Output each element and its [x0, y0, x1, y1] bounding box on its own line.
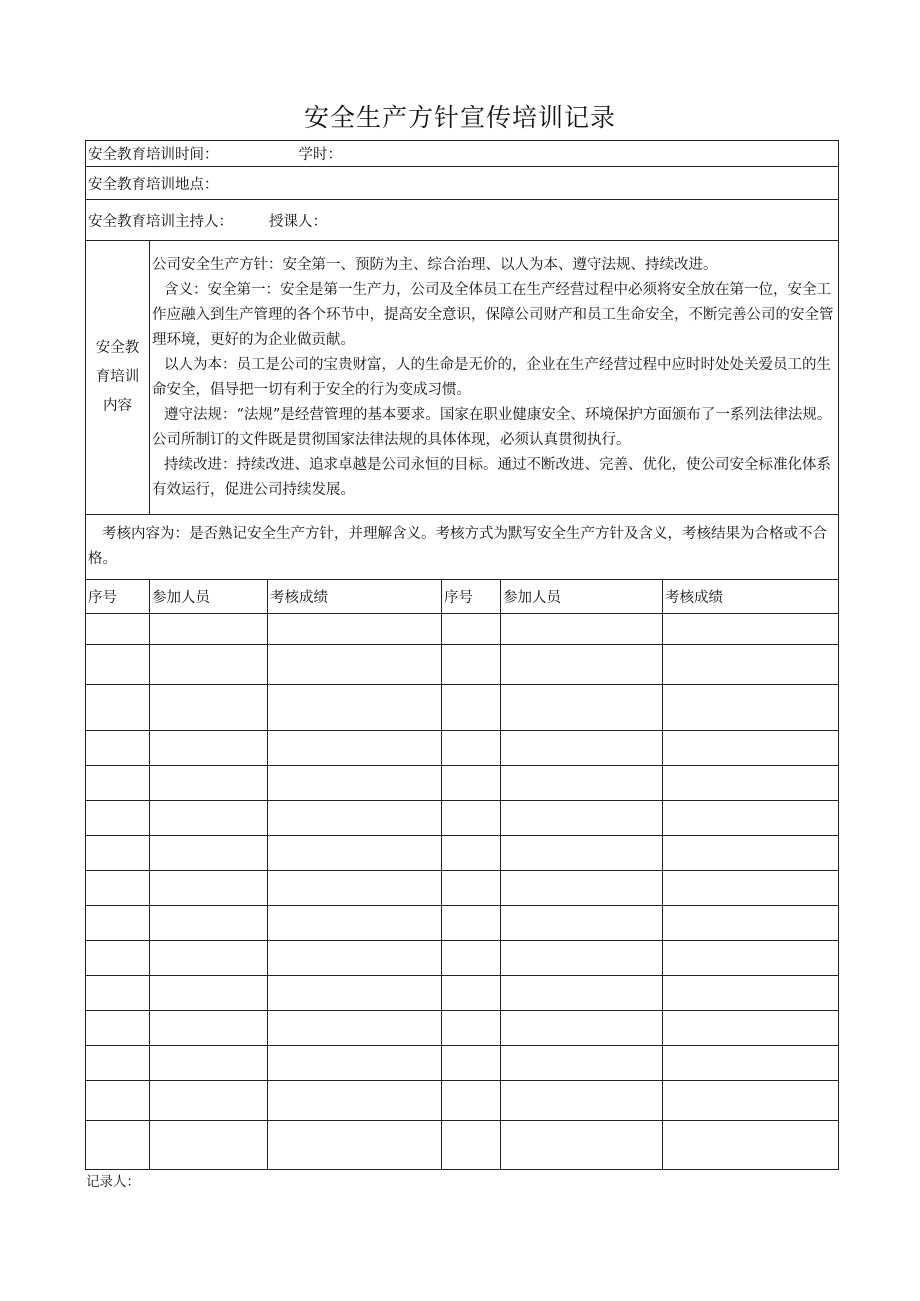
cell[interactable] [442, 976, 501, 1011]
cell[interactable] [501, 614, 663, 645]
column-header-no: 序号 [86, 580, 150, 614]
cell[interactable] [150, 1046, 268, 1081]
cell[interactable] [150, 906, 268, 941]
cell[interactable] [442, 1046, 501, 1081]
cell[interactable] [501, 731, 663, 766]
cell[interactable] [150, 731, 268, 766]
table-row [86, 1011, 839, 1046]
cell[interactable] [442, 1121, 501, 1170]
table-row [86, 836, 839, 871]
cell[interactable] [501, 1046, 663, 1081]
cell[interactable] [663, 685, 839, 731]
meaning-continuous-improvement: 持续改进：持续改进、追求卓越是公司永恒的目标。通过不断改进、完善、优化，使公司安全标准化体系有效运行，促进公司持续发展。 [152, 456, 831, 498]
training-time-row[interactable] [86, 141, 839, 167]
table-row [86, 731, 839, 766]
cell[interactable] [663, 1011, 839, 1046]
training-content-label: 安全教 育培训 内容 [86, 241, 150, 515]
cell[interactable] [86, 766, 150, 801]
cell[interactable] [663, 731, 839, 766]
cell[interactable] [442, 645, 501, 685]
cell[interactable] [268, 1081, 442, 1121]
cell[interactable] [501, 1121, 663, 1170]
cell[interactable] [150, 766, 268, 801]
cell[interactable] [150, 614, 268, 645]
cell[interactable] [268, 836, 442, 871]
cell[interactable] [86, 1121, 150, 1170]
training-host-label: 安全教育培训主持人： [88, 213, 233, 230]
cell[interactable] [663, 1081, 839, 1121]
cell[interactable] [501, 766, 663, 801]
meaning-comply-regulations: 遵守法规：“法规”是经营管理的基本要求。国家在职业健康安全、环境保护方面颁布了一系列法律法规。公司所制订的文件既是贯彻国家法律法规的具体体现，必须认真贯彻执行。 [152, 406, 832, 448]
cell[interactable] [442, 614, 501, 645]
meaning-safety-first: 含义：安全第一：安全是第一生产力，公司及全体员工在生产经营过程中必须将安全放在第一位，安全工作应融入到生产管理的各个环节中，提高安全意识，保障公司财产和员工生命安全，不断完善公司的安全管理环境，更好的为企业做贡献。 [152, 281, 834, 348]
cell[interactable] [663, 614, 839, 645]
table-row [86, 1046, 839, 1081]
cell[interactable] [86, 645, 150, 685]
cell[interactable] [86, 731, 150, 766]
cell[interactable] [86, 614, 150, 645]
hours-label: 学时： [298, 147, 342, 163]
cell[interactable] [501, 1011, 663, 1046]
cell[interactable] [268, 801, 442, 836]
table-row [86, 1081, 839, 1121]
cell[interactable] [86, 801, 150, 836]
cell[interactable] [86, 1081, 150, 1121]
cell[interactable] [268, 766, 442, 801]
cell[interactable] [442, 731, 501, 766]
cell[interactable] [442, 801, 501, 836]
cell[interactable] [501, 1081, 663, 1121]
cell[interactable] [663, 941, 839, 976]
table-row [86, 871, 839, 906]
cell[interactable] [268, 1011, 442, 1046]
cell[interactable] [150, 1121, 268, 1170]
table-row [86, 766, 839, 801]
cell[interactable] [442, 941, 501, 976]
training-time-label: 安全教育培训时间： [88, 147, 219, 163]
page-title: 安全生产方针宣传培训记录 [303, 103, 616, 132]
cell[interactable] [442, 685, 501, 731]
cell[interactable] [268, 614, 442, 645]
cell[interactable] [442, 1081, 501, 1121]
cell[interactable] [268, 645, 442, 685]
cell[interactable] [86, 685, 150, 731]
cell[interactable] [663, 1046, 839, 1081]
cell[interactable] [663, 645, 839, 685]
cell[interactable] [86, 1046, 150, 1081]
cell[interactable] [150, 871, 268, 906]
cell[interactable] [150, 1081, 268, 1121]
cell[interactable] [150, 836, 268, 871]
cell[interactable] [663, 836, 839, 871]
cell[interactable] [86, 836, 150, 871]
cell[interactable] [268, 871, 442, 906]
cell[interactable] [150, 645, 268, 685]
training-record-form [85, 140, 839, 1170]
cell[interactable] [86, 941, 150, 976]
column-header-no: 序号 [442, 580, 501, 614]
cell[interactable] [442, 906, 501, 941]
cell[interactable] [663, 906, 839, 941]
cell[interactable] [442, 871, 501, 906]
cell[interactable] [268, 976, 442, 1011]
lecturer-label: 授课人： [269, 213, 327, 230]
safety-policy: 公司安全生产方针：安全第一、预防为主、综合治理、以人为本、遵守法规、持续改进。 [152, 256, 718, 273]
cell[interactable] [663, 1121, 839, 1170]
cell[interactable] [86, 906, 150, 941]
cell[interactable] [663, 801, 839, 836]
table-row [86, 1121, 839, 1170]
table-row [86, 801, 839, 836]
table-row [86, 685, 839, 731]
cell[interactable] [501, 801, 663, 836]
assessment-description: 考核内容为：是否熟记安全生产方针，并理解含义。考核方式为默写安全生产方针及含义，考核结果为合格或不合格。 [86, 515, 839, 580]
table-row [86, 614, 839, 645]
cell[interactable] [268, 906, 442, 941]
cell[interactable] [86, 871, 150, 906]
cell[interactable] [663, 976, 839, 1011]
cell[interactable] [501, 906, 663, 941]
cell[interactable] [442, 836, 501, 871]
cell[interactable] [501, 645, 663, 685]
cell[interactable] [268, 731, 442, 766]
cell[interactable] [150, 685, 268, 731]
column-header-participant: 参加人员 [150, 580, 268, 614]
cell[interactable] [501, 976, 663, 1011]
table-row [86, 906, 839, 941]
column-header-score: 考核成绩 [268, 580, 442, 614]
cell[interactable] [501, 685, 663, 731]
cell[interactable] [442, 1011, 501, 1046]
training-location-label: 安全教育培训地点： [88, 176, 219, 193]
cell[interactable] [501, 941, 663, 976]
cell[interactable] [150, 1011, 268, 1046]
cell[interactable] [268, 1046, 442, 1081]
table-row [86, 645, 839, 685]
cell[interactable] [501, 871, 663, 906]
training-host-row[interactable] [86, 200, 839, 241]
recorder-label: 记录人： [86, 1174, 140, 1190]
cell[interactable] [442, 766, 501, 801]
cell[interactable] [268, 1121, 442, 1170]
training-content [150, 241, 839, 515]
cell[interactable] [150, 976, 268, 1011]
cell[interactable] [663, 871, 839, 906]
training-location-row[interactable] [86, 167, 839, 200]
column-header-score: 考核成绩 [663, 580, 839, 614]
cell[interactable] [268, 941, 442, 976]
cell[interactable] [150, 941, 268, 976]
cell[interactable] [86, 1011, 150, 1046]
meaning-people-oriented: 以人为本：员工是公司的宝贵财富，人的生命是无价的，企业在生产经营过程中应时时处处关爱员工的生命安全，倡导把一切有利于安全的行为变成习惯。 [152, 356, 831, 398]
cell[interactable] [86, 976, 150, 1011]
cell[interactable] [663, 766, 839, 801]
cell[interactable] [150, 801, 268, 836]
column-header-participant: 参加人员 [501, 580, 663, 614]
table-row [86, 941, 839, 976]
table-row [86, 976, 839, 1011]
cell[interactable] [501, 836, 663, 871]
cell[interactable] [268, 685, 442, 731]
